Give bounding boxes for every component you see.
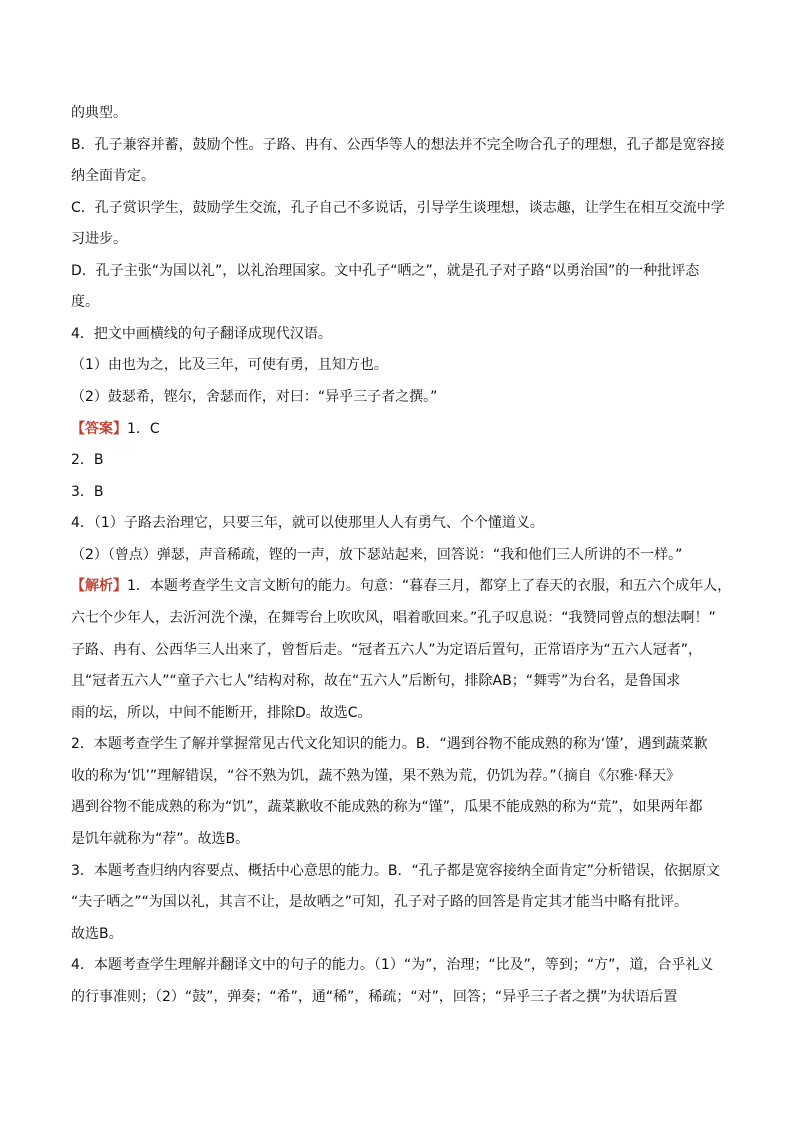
option-d-line: D．孔子主张“为国以礼”，以礼治理国家。文中孔子“哂之”，就是孔子对子路“以勇治国”的一种批评态 [71, 263, 700, 279]
text-line: （2）鼓瑟希，铿尔，舍瑟而作，对曰：“异乎三子者之撰。” [71, 389, 438, 405]
text-line: 度。 [71, 294, 99, 310]
text-line: 收的称为‘饥’”理解错误，“谷不熟为饥，蔬不熟为馑，果不熟为荒，仍饥为荐。”（摘自《尔雅·释天》 [71, 768, 681, 784]
text-line: 纳全面肯定。 [71, 168, 155, 184]
text-line: 4．（1）子路去治理它，只要三年，就可以使那里人人有勇气、个个懂道义。 [71, 515, 544, 531]
text-line: 4．本题考查学生理解并翻译文中的句子的能力。（1）“为”，治理；“比及”，等到；“方”，道，合乎礼义 [71, 957, 714, 973]
text-line: 雨的坛，所以，中间不能断开，排除D。故选C。 [71, 705, 372, 721]
question-4-line: 4．把文中画横线的句子翻译成现代汉语。 [71, 326, 332, 342]
text-line: 且“冠者五六人”“童子六七人”结构对称，故在“五六人”后断句，排除AB；“舞雩”为台名，是鲁国求 [71, 673, 681, 689]
text-line: “夫子哂之”“为国以礼，其言不让，是故哂之”可知，孔子对子路的回答是肯定其才能当中略有批评。 [71, 894, 689, 910]
text-line: （1）由也为之，比及三年，可使有勇，且知方也。 [71, 357, 388, 373]
answer-text: 1．C [127, 421, 160, 437]
analysis-label: 【解析】 [71, 578, 127, 594]
text-line: 的典型。 [71, 105, 127, 121]
answer-label: 【答案】 [71, 421, 127, 437]
text-line: 六七个少年人，去沂河洗个澡，在舞雩台上吹吹风，唱着歌回来。”孔子叹息说：“我赞同曾点的想法啊！” [71, 610, 716, 626]
text-line: 3．B [71, 484, 104, 500]
text-line: 3．本题考查归纳内容要点、概括中心意思的能力。B．“孔子都是宽容接纳全面肯定”分析错误，依据原文 [71, 863, 721, 879]
text-line: 是饥年就称为“荐”。故选B。 [71, 831, 250, 847]
analysis-line [71, 576, 741, 596]
text-line: 习进步。 [71, 231, 127, 247]
text-line: 遇到谷物不能成熟的称为“饥”，蔬菜歉收不能成熟的称为“馑”，瓜果不能成熟的称为“荒”，如果两年都 [71, 799, 703, 815]
text-line: 子路、冉有、公西华三人出来了，曾皙后走。“冠者五六人”为定语后置句，正常语序为“五六人冠者”， [71, 642, 703, 658]
text-line: 2．B [71, 452, 104, 468]
text-line: 的行事准则；（2）“鼓”，弹奏；“希”，通“稀”，稀疏；“对”，回答；“异乎三子者之撰”为状语后置 [71, 989, 678, 1005]
text-line: （2）（曾点）弹瑟，声音稀疏，铿的一声，放下瑟站起来，回答说：“我和他们三人所讲的不一样。” [71, 547, 683, 563]
text-line: 2．本题考查学生了解并掌握常见古代文化知识的能力。B．“遇到谷物不能成熟的称为‘馑’，遇到蔬菜歉 [71, 736, 708, 752]
text-line: 故选B。 [71, 926, 123, 942]
answer-line [71, 419, 741, 439]
option-c-line: C．孔子赏识学生，鼓励学生交流，孔子自己不多说话，引导学生谈理想，谈志趣，让学生在相互交流中学 [71, 200, 725, 216]
option-b-line: B．孔子兼容并蓄，鼓励个性。子路、冉有、公西华等人的想法并不完全吻合孔子的理想，孔子都是宽容接 [71, 137, 725, 153]
analysis-text: 1．本题考查学生文言文断句的能力。句意：“暮春三月，都穿上了春天的衣服，和五六个成年人， [127, 578, 732, 594]
